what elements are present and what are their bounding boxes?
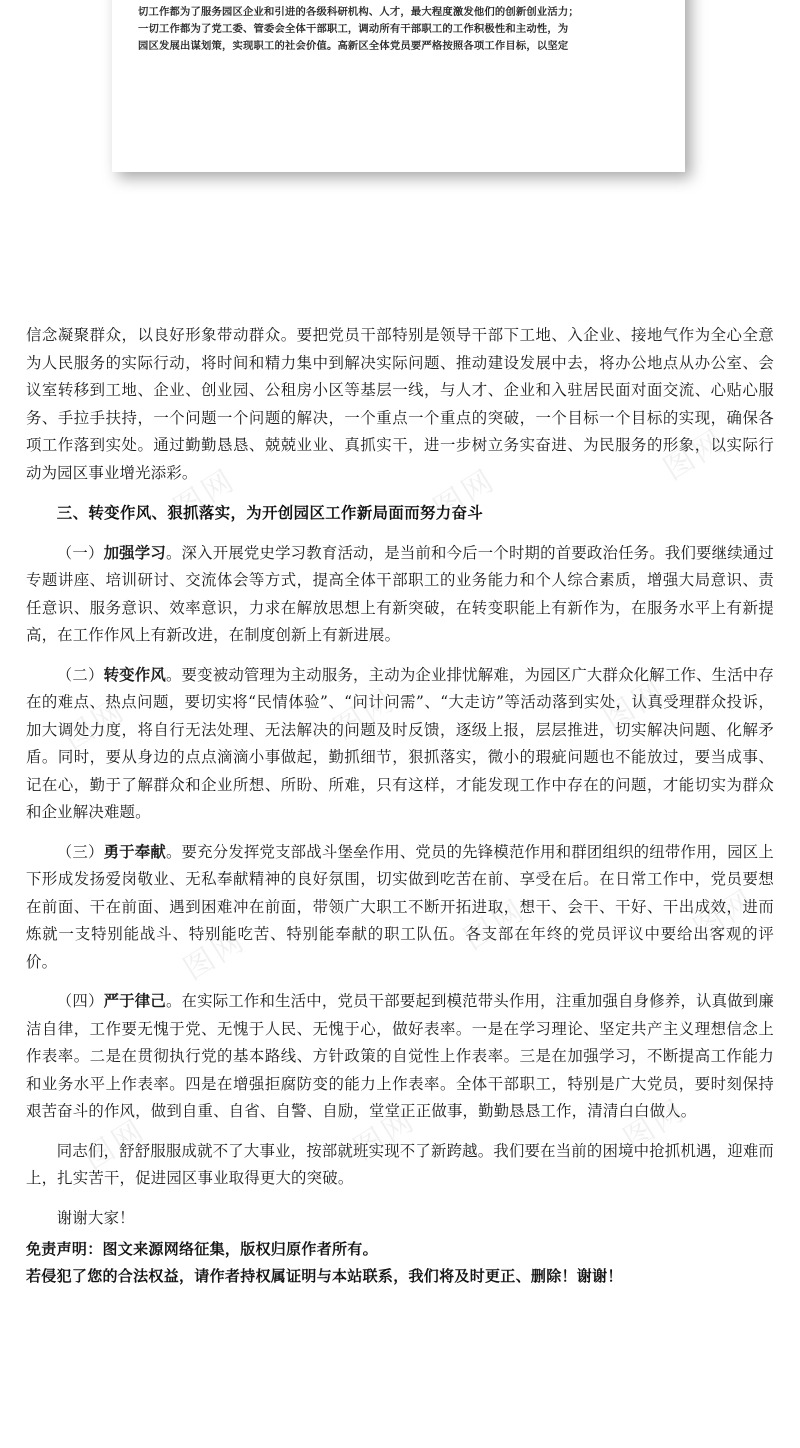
- subsection-number: （一）: [56, 543, 104, 562]
- document-preview-card: [112, 0, 685, 172]
- subsection-paragraph-1: [26, 540, 774, 650]
- preview-card-line: 一切工作都为了党工委、管委会全体干部职工，调动所有干部职工的工作积极性和主动性，为: [138, 23, 569, 35]
- watermark-mark: 图网: [427, 462, 503, 528]
- subsection-label: 加强学习: [103, 543, 166, 562]
- watermark-mark: 图网: [617, 1092, 693, 1158]
- watermark-mark: 图网: [687, 882, 763, 948]
- subsection-body: 要变被动管理为主动服务，主动为企业排忧解难，为园区广大群众化解工作、生活中存在的难点、热点问题，要切实将“民情体验”、“问计问需”、“大走访”等活动落到实处，认真受理群众投诉，加大调处力度，将自行无法处理、无法解决的问题及时反馈，逐级上报，层层推进，切实解决问题、化解矛盾。同时，要从身边的点点滴滴小事做起，勤抓细节，狠抓落实，微小的瑕疵问题也不能放过，要当成事、记在心，勤于了解群众和企业所想、所盼、所难，只有这样，才能发现工作中存在的问题，才能切实为群众和企业解决难题。: [26, 665, 774, 821]
- subsection-number: （三）: [56, 842, 104, 861]
- preview-card-text-block: [138, 4, 663, 55]
- document-body: [0, 322, 800, 1235]
- preview-card-line: 园区发展出谋划策，实现职工的社会价值。高新区全体党员要严格按照各项工作目标，以坚定: [138, 40, 569, 52]
- subsection-paragraph-2: [26, 662, 774, 827]
- watermark-mark: 图网: [57, 692, 133, 758]
- disclaimer-block: [26, 1236, 766, 1290]
- watermark-mark: 图网: [657, 422, 733, 488]
- subsection-punct: 。: [165, 842, 182, 861]
- watermark-mark: 图网: [327, 682, 403, 748]
- disclaimer-line-2: 若侵犯了您的合法权益，请作者持权属证明与本站联系，我们将及时更正、删除！谢谢！: [26, 1267, 623, 1285]
- disclaimer-line-1: 免责声明：图文来源网络征集，版权归原作者所有。: [26, 1240, 378, 1258]
- watermark-mark: 图网: [77, 1112, 153, 1178]
- watermark-mark: 图网: [597, 672, 673, 738]
- section-heading-three: 三、转变作风、狠抓落实，为开创园区工作新局面而努力奋斗: [56, 504, 484, 522]
- subsection-label: 勇于奉献: [103, 842, 166, 861]
- watermark-mark: 图网: [457, 892, 533, 958]
- closing-paragraph: 同志们，舒舒服服成就不了大事业，按部就班实现不了新跨越。我们要在当前的困境中抢抓机遇，迎难而上，扎实苦干，促进园区事业取得更大的突破。: [26, 1141, 774, 1187]
- subsection-number: （二）: [56, 665, 104, 684]
- preview-card-line: 切工作都为了服务园区企业和引进的各级科研机构、人才，最大程度激发他们的创新创业活力；: [138, 6, 579, 18]
- subsection-punct: 。: [165, 992, 182, 1010]
- subsection-label: 转变作风: [103, 665, 166, 684]
- watermark-mark: 图网: [167, 462, 243, 528]
- subsection-number: （四）: [56, 992, 104, 1010]
- watermark-mark: 图网: [347, 1102, 423, 1168]
- subsection-body: 在实际工作和生活中，党员干部要起到模范带头作用，注重加强自身修养，认真做到廉洁自律，工作要无愧于党、无愧于人民、无愧于心，做好表率。一是在学习理论、坚定共产主义理想信念上作表率。二是在贯彻执行党的基本路线、方针政策的自觉性上作表率。三是在加强学习，不断提高工作能力和业务水平上作表率。四是在增强拒腐防变的能力上作表率。全体干部职工，特别是广大党员，要时刻保持艰苦奋斗的作风，做到自重、自省、自警、自励，堂堂正正做事，勤勤恳恳工作，清清白白做人。: [26, 992, 774, 1120]
- subsection-label: 严于律己: [103, 992, 166, 1010]
- subsection-paragraph-4: [26, 988, 774, 1126]
- thanks-paragraph: 谢谢大家！: [56, 1208, 135, 1227]
- watermark-mark: 图网: [177, 922, 253, 988]
- subsection-body: 深入开展党史学习教育活动，是当前和今后一个时期的首要政治任务。我们要继续通过专题讲座、培训研讨、交流体会等方式，提高全体干部职工的业务能力和个人综合素质，增强大局意识、责任意识、服务意识、效率意识，力求在解放思想上有新突破，在转变职能上有新作为，在服务水平上有新提高，在工作作风上有新改进，在制度创新上有新进展。: [26, 543, 774, 644]
- subsection-paragraph-3: [26, 839, 774, 977]
- subsection-punct: 。: [165, 543, 182, 562]
- subsection-body: 要充分发挥党支部战斗堡垒作用、党员的先锋模范作用和群团组织的纽带作用，园区上下形成发扬爱岗敬业、无私奉献精神的良好氛围，切实做到吃苦在前、享受在后。在日常工作中，党员要想在前面、干在前面、遇到困难冲在前面，带领广大职工不断开拓进取，想干、会干、干好、干出成效，进而炼就一支特别能战斗、特别能吃苦、特别能奉献的职工队伍。各支部在年终的党员评议中要给出客观的评价。: [26, 842, 774, 971]
- subsection-punct: 。: [165, 665, 182, 684]
- opening-paragraph: 信念凝聚群众，以良好形象带动群众。要把党员干部特别是领导干部下工地、入企业、接地气作为全心全意为人民服务的实际行动，将时间和精力集中到解决实际问题、推动建设发展中去，将办公地点从办公室、会议室转移到工地、企业、创业园、公租房小区等基层一线，与人才、企业和入驻居民面对面交流、心贴心服务、手拉手扶持，一个问题一个问题的解决，一个重点一个重点的突破，一个目标一个目标的实现，确保各项工作落到实处。通过勤勤恳恳、兢兢业业、真抓实干，进一步树立务实奋进、为民服务的形象，以实际行动为园区事业增光添彩。: [26, 326, 774, 482]
